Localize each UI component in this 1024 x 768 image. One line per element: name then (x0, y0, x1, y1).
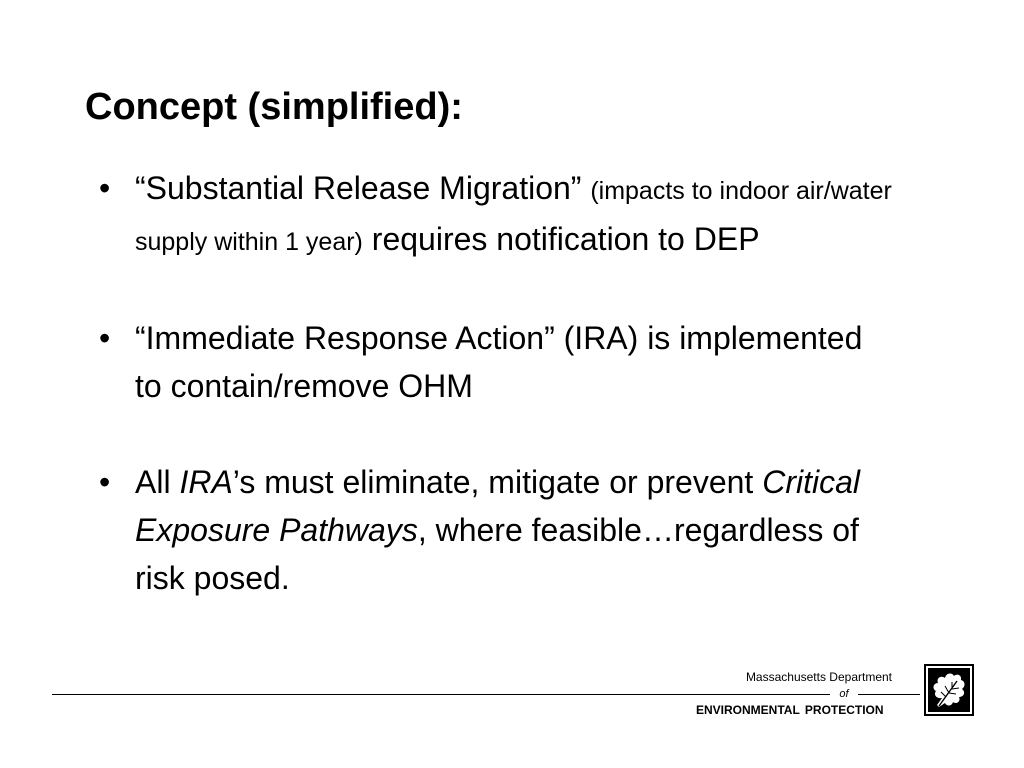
bullet-ira-requirements (95, 458, 895, 602)
term-ira: IRA (179, 464, 233, 500)
term-substantial-release-migration: “Substantial Release Migration” (135, 170, 582, 206)
bullet-list (95, 164, 895, 602)
dept-of-rule-left (784, 694, 830, 695)
bullet-text: All (135, 464, 171, 500)
bullet-text: , where feasible…regardless of risk posed. (135, 512, 859, 596)
bullet-text: requires (371, 221, 488, 257)
dept-of-word: of (839, 688, 849, 700)
slide-title: Concept (simplified): (85, 86, 463, 128)
term-critical-exposure-pathways: Critical Exposure Pathways (135, 464, 860, 548)
bullet-text: notification to DEP (496, 221, 760, 257)
dept-division-line: ENVIRONMENTAL PROTECTION (696, 703, 884, 717)
oak-leaf-icon (924, 664, 974, 716)
bullet-immediate-response (95, 314, 895, 410)
bullet-marker: • (99, 170, 111, 206)
footer-divider (52, 694, 784, 695)
bullet-marker: • (99, 464, 111, 500)
dept-name-line: Massachusetts Department (745, 670, 892, 684)
bullet-substantial-release (95, 164, 895, 266)
dept-of-row (784, 687, 920, 701)
dept-of-rule-right (858, 694, 920, 695)
bullet-text: ’s must eliminate, mitigate or prevent (232, 464, 754, 500)
parenthetical-note: (impacts to indoor air/water supply within 1 year) (135, 177, 892, 256)
bullet-text: “Immediate Response Action” (IRA) is implemented to contain/remove OHM (135, 320, 863, 404)
bullet-marker: • (99, 320, 111, 356)
dep-logo-text (690, 668, 922, 720)
